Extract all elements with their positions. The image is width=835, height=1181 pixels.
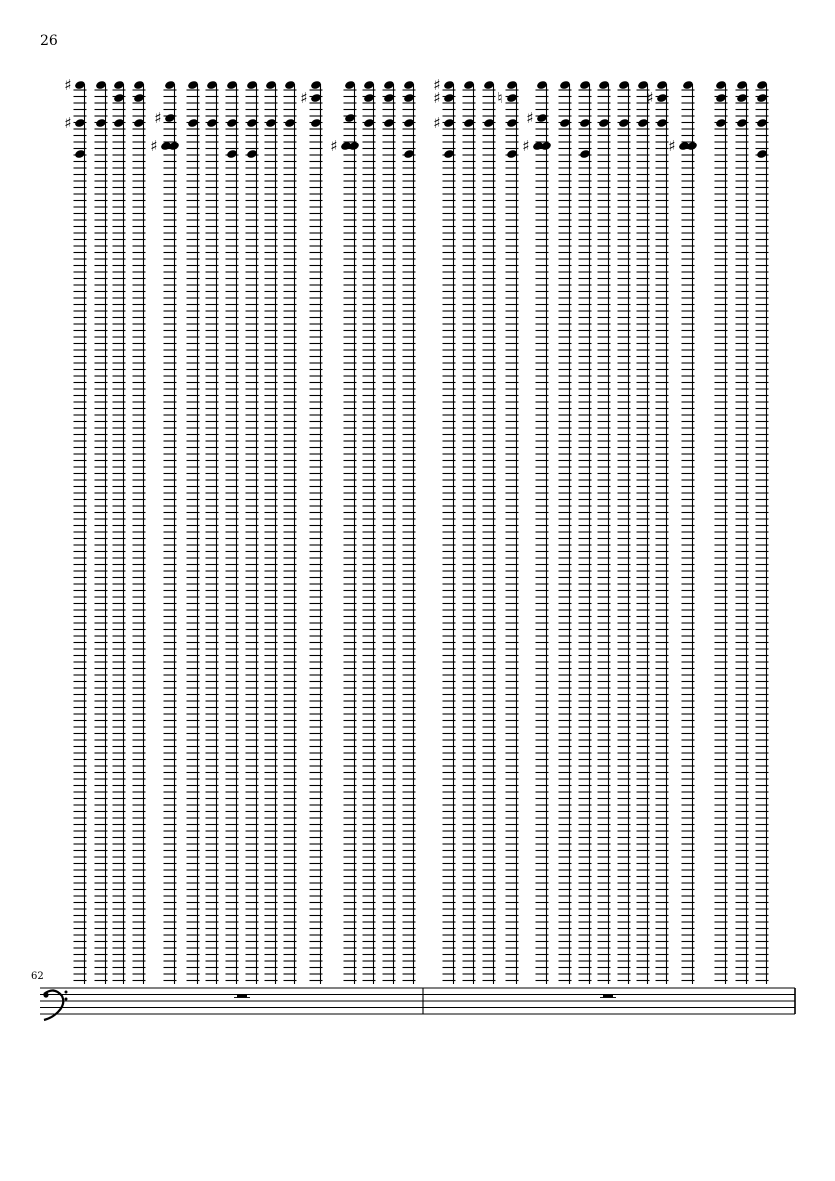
half-rest-icon <box>237 994 247 998</box>
bass-clef-dot-lower <box>65 998 68 1001</box>
half-rest-icon <box>603 994 613 998</box>
sharp-icon: ♯ <box>646 89 654 107</box>
sharp-icon: ♯ <box>330 137 338 155</box>
sharp-icon: ♯ <box>668 137 676 155</box>
sharp-icon: ♯ <box>154 109 162 127</box>
sharp-icon: ♯ <box>433 114 441 132</box>
sharp-icon: ♯ <box>526 109 534 127</box>
sharp-icon: ♯ <box>433 89 441 107</box>
bass-clef-dot <box>43 992 48 997</box>
sharp-icon: ♯ <box>300 89 308 107</box>
natural-icon: ♮ <box>497 89 503 107</box>
bar-number: 62 <box>31 971 44 982</box>
bass-clef-dot-upper <box>65 991 68 994</box>
sharp-icon: ♯ <box>433 76 441 94</box>
ledger-lines <box>74 90 769 981</box>
sharp-icon: ♯ <box>64 76 72 94</box>
notes <box>64 76 768 984</box>
sharp-icon: ♯ <box>150 137 158 155</box>
sharp-icon: ♯ <box>64 114 72 132</box>
page-number: 26 <box>40 33 58 49</box>
sharp-icon: ♯ <box>522 137 530 155</box>
bass-staff <box>40 988 795 1014</box>
